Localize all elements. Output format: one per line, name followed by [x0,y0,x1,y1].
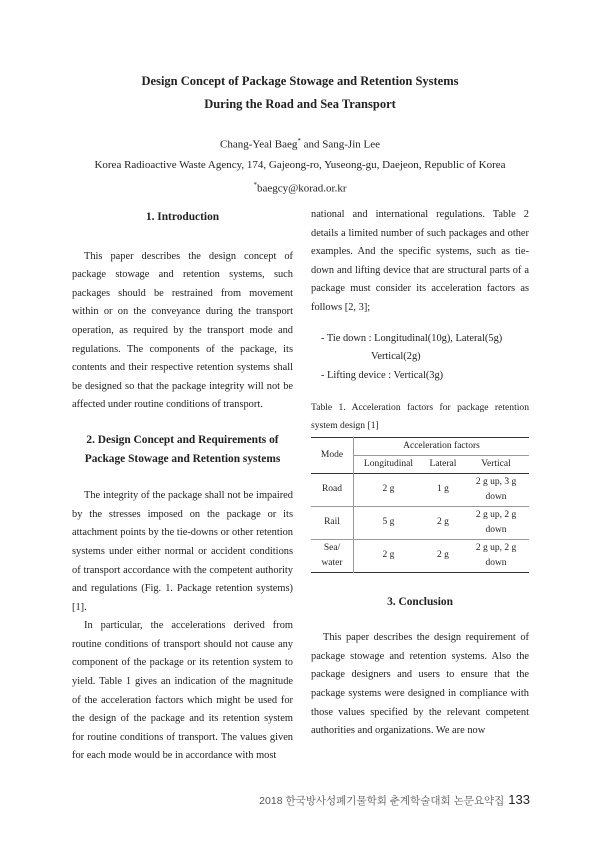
footer-proceedings: 2018 한국방사성폐기물학회 춘계학술대회 논문요약집 [259,795,505,807]
table-cell-lateral: 2 g [437,550,449,561]
right-paragraph-1: national and international regulations. Table 2 details a limited number of such packages and other examples. And the specific systems, such as tie-down and lifting device that are structural parts of a package must consider its acceleration factors as follows [2, 3]; [311,209,529,313]
table-cell-longitudinal: 2 g [354,473,423,506]
right-column [311,206,529,741]
paper-title [0,70,600,116]
author-block [0,131,600,198]
title-line-2: During the Road and Sea Transport [204,97,396,111]
table-cell-longitudinal: 5 g [354,506,423,539]
table-header-mode: Mode [320,449,344,460]
table-cell-mode: Road [321,484,343,495]
table-cell-mode: Rail [324,517,340,528]
list-item-tie-down: - Tie down : Longitudinal(10g), Lateral(5g) [321,332,503,344]
page-number: 133 [508,792,530,807]
affiliation: Korea Radioactive Waste Agency, 174, Gajeong-ro, Yuseong-gu, Daejeon, Republic of Korea [94,158,506,171]
section-2-heading [72,431,293,468]
section-1-paragraph: This paper describes the design concept of package stowage and retention systems, such packages should be restrained from movement within or on the conveyance during the transport operation, as required by the transport mode and regulations. The components of the package, its contents and their respective retention systems shall be designed so that the package integrity will not be affected under routine conditions of transport. [72,250,293,411]
corresponding-mark: * [297,137,301,145]
table-cell-vertical: 2 g up, 3 g down [475,476,517,502]
author-primary: Chang-Yeal Baeg [219,138,298,151]
requirements-list [311,330,529,386]
acceleration-table [311,437,529,573]
table-caption: Table 1. Acceleration factors for package retention system design [1] [311,402,529,431]
list-item-lifting: - Lifting device : Vertical(3g) [321,369,444,381]
table-cell-longitudinal: 2 g [354,539,423,572]
table-row [311,506,529,539]
table-header-group: Acceleration factors [354,437,530,455]
section-2-paragraph-1: The integrity of the package shall not be impaired by the stresses imposed on the package or its attachment points by the tie-downs or other retention systems under either normal or accident conditions of transport accordance with the competent authority and regulations (Fig. 1. Package retention systems) [1]. [72,490,293,613]
table-cell-lateral: 1 g [437,484,449,495]
table-cell-mode: Sea/ water [321,542,343,568]
email: baegcy@korad.or.kr [256,182,347,195]
section-2-paragraph-2: In particular, the accelerations derived from routine conditions of transport should not cause any component of the package or its retention system to yield. Table 1 gives an indication of the magnitude of the acceleration factors which might be used for the design of the package and its retention system for routine conditions of transport. The values given for each mode would be in accordance with most [72,620,293,762]
email-line [0,175,600,199]
table-header-vertical: Vertical [481,458,511,469]
title-line-1: Design Concept of Package Stowage and Retention Systems [141,74,459,88]
table-row [311,473,529,506]
table-header-lateral: Lateral [429,458,457,469]
table-cell-lateral: 2 g [437,517,449,528]
author-names [0,131,600,155]
author-secondary: and Sang-Jin Lee [300,138,381,151]
section-1-heading: 1. Introduction [145,211,220,223]
email-mark: * [253,180,257,189]
section-2-heading-line-2: Package Stowage and Retention systems [84,452,281,465]
section-3-heading: 3. Conclusion [387,595,453,608]
section-3-paragraph: This paper describes the design requirement of package stowage and retention systems. Also the package designers and users to ensure that the package systems were designed in compliance with those values specified by the relevant competent authorities and organizations. We are now [311,632,529,737]
table-row [311,539,529,572]
table-cell-vertical: 2 g up, 2 g down [475,509,517,535]
page-footer [259,792,530,808]
list-item-tie-down-vertical: Vertical(2g) [371,351,421,363]
left-column [72,206,293,766]
table-cell-vertical: 2 g up, 2 g down [475,542,517,568]
section-2-heading-line-1: 2. Design Concept and Requirements of [86,433,279,446]
table-header-longitudinal: Longitudinal [354,455,423,473]
